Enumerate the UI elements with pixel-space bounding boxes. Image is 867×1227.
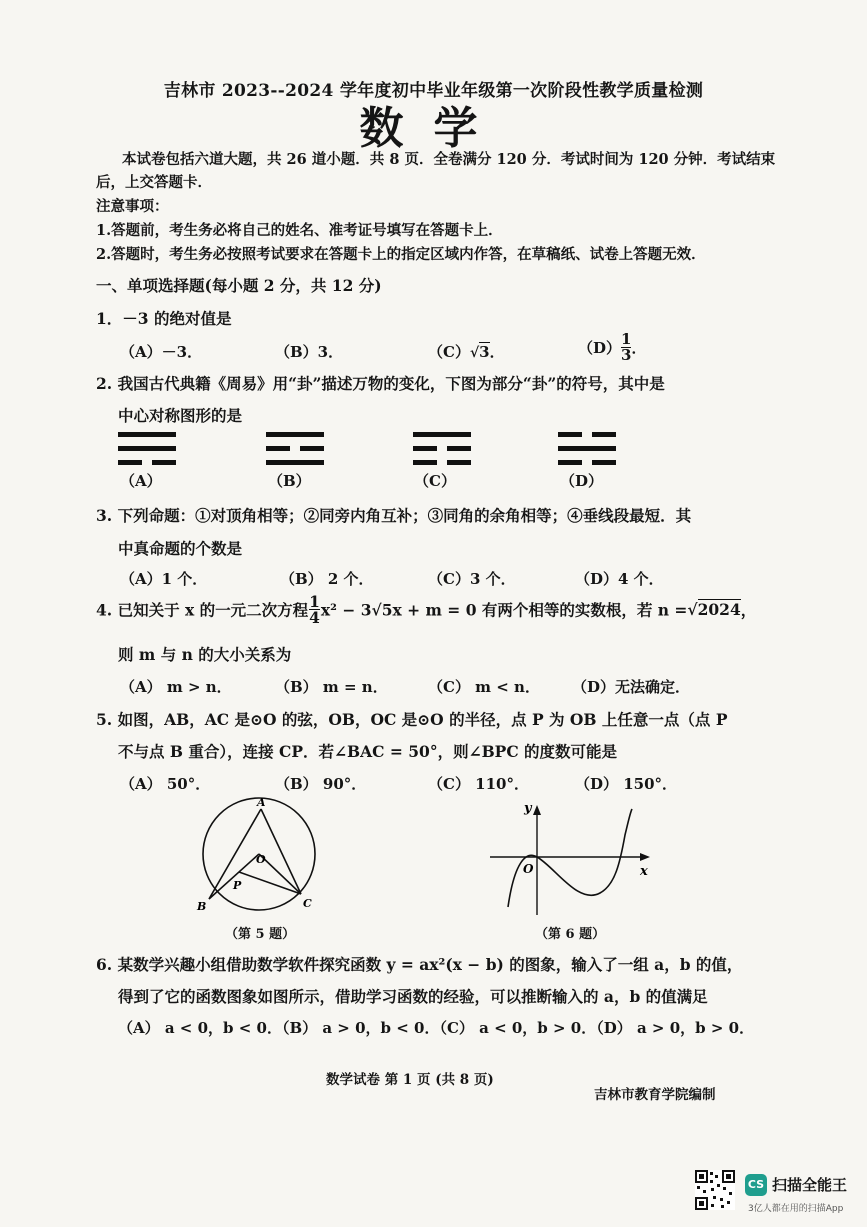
y-axis-arrow [533, 805, 541, 815]
q6-options: （A） a < 0，b < 0．（B） a > 0，b < 0．（C） a < 0，b > 0．（D） a > 0，b > 0． [118, 1019, 755, 1037]
editor-credit: 吉林市教育学院编制 [594, 1087, 716, 1103]
q6-line-2: 得到了它的函数图象如图所示，借助学习函数的经验，可以推断输入的 a，b 的值满足 [118, 987, 708, 1006]
camscanner-slogan: 3亿人都在用的扫描App [748, 1204, 844, 1214]
figure-5-caption: （第 5 题） [225, 927, 296, 942]
q5-option-d: （D） 150°． [575, 775, 678, 793]
q3-option-a: （A）1 个． [120, 570, 208, 588]
q2-line-2: 中心对称图形的是 [118, 406, 243, 425]
cubic-curve [508, 809, 632, 907]
x-axis-arrow [640, 853, 650, 861]
q5-line-1: 5. 如图，AB，AC 是⊙O 的弦，OB，OC 是⊙O 的半径，点 P 为 OB 上任意一点（点 P [96, 710, 728, 729]
q2-label-c: （C） [414, 472, 456, 490]
q2-label-b: （B） [268, 472, 311, 490]
q3-option-c: （C）3 个． [428, 570, 516, 588]
q5-option-b: （B） 90°． [275, 775, 367, 793]
qr-code [695, 1170, 735, 1210]
q2-label-a: （A） [120, 472, 162, 490]
q1-option-b: （B）3． [275, 343, 344, 361]
figure-6-caption: （第 6 题） [535, 927, 606, 942]
q4-line-2: 则 m 与 n 的大小关系为 [118, 645, 292, 664]
q3-line-1: 3. 下列命题：①对顶角相等；②同旁内角互补；③同角的余角相等；④垂线段最短．其 [96, 506, 692, 525]
q1-option-c: （C）√3． [428, 343, 505, 361]
q5-line-2: 不与点 B 重合），连接 CP．若∠BAC = 50°，则∠BPC 的度数可能是 [118, 742, 618, 761]
q2-label-d: （D） [560, 472, 604, 490]
label-p: P [233, 879, 242, 892]
exam-title: 吉林市 2023--2024 学年度初中毕业年级第一次阶段性教学质量检测 [163, 81, 704, 101]
q4-option-d: （D）无法确定． [572, 678, 691, 696]
figure-5-circle-diagram [195, 795, 330, 920]
q5-option-c: （C） 110°． [428, 775, 529, 793]
label-y: y [524, 801, 532, 816]
q1-option-a: （A）－3． [120, 343, 203, 361]
label-b: B [197, 900, 207, 913]
label-a: A [257, 796, 266, 809]
q5-option-a: （A） 50°． [120, 775, 211, 793]
intro-line-2: 后，上交答题卡． [96, 174, 212, 191]
label-origin: O [523, 862, 534, 876]
q4-line-1: 4. 已知关于 x 的一元二次方程 $\frac{1}{4}$ x² − 3√5x + m = 0 有两个相等的实数根，若 n =√2024， [96, 592, 757, 627]
notice-heading: 注意事项： [96, 198, 169, 215]
section-heading: 一、单项选择题(每小题 2 分，共 12 分) [96, 276, 382, 295]
camscanner-logo: CS [745, 1174, 767, 1196]
q3-line-2: 中真命题的个数是 [118, 539, 243, 558]
label-c: C [303, 897, 312, 910]
q6-line-1: 6. 某数学兴趣小组借助数学软件探究函数 y = ax²(x − b) 的图象，输入了一组 a，b 的值， [96, 955, 743, 974]
q4-option-c: （C） m < n． [428, 678, 540, 696]
figure-6-function-graph [480, 795, 665, 920]
q1-option-d: （D） $\frac{1}{3}$ ． [578, 330, 647, 364]
q4-option-b: （B） m = n． [275, 678, 388, 696]
q2-line-1: 2. 我国古代典籍《周易》用“卦”描述万物的变化，下图为部分“卦”的符号，其中是 [96, 374, 665, 393]
q1-stem: 1．－3 的绝对值是 [96, 309, 232, 328]
intro-line-1: 本试卷包括六道大题，共 26 道小题．共 8 页．全卷满分 120 分．考试时间为 120 分钟．考试结束 [122, 151, 776, 168]
label-o: O [256, 853, 266, 866]
subject-title: 数学 [359, 103, 508, 154]
q3-option-b: （B） 2 个． [280, 570, 374, 588]
notice-item-2: 2.答题时，考生务必按照考试要求在答题卡上的指定区域内作答，在草稿纸、试卷上答题无效． [96, 246, 706, 263]
page-number: 数学试卷 第 1 页 (共 8 页) [326, 1072, 494, 1088]
q3-option-d: （D）4 个． [575, 570, 664, 588]
q4-option-a: （A） m > n． [120, 678, 232, 696]
notice-item-1: 1.答题前，考生务必将自己的姓名、准考证号填写在答题卡上． [96, 222, 503, 239]
label-x: x [640, 864, 648, 879]
camscanner-name: 扫描全能王 [772, 1176, 848, 1194]
